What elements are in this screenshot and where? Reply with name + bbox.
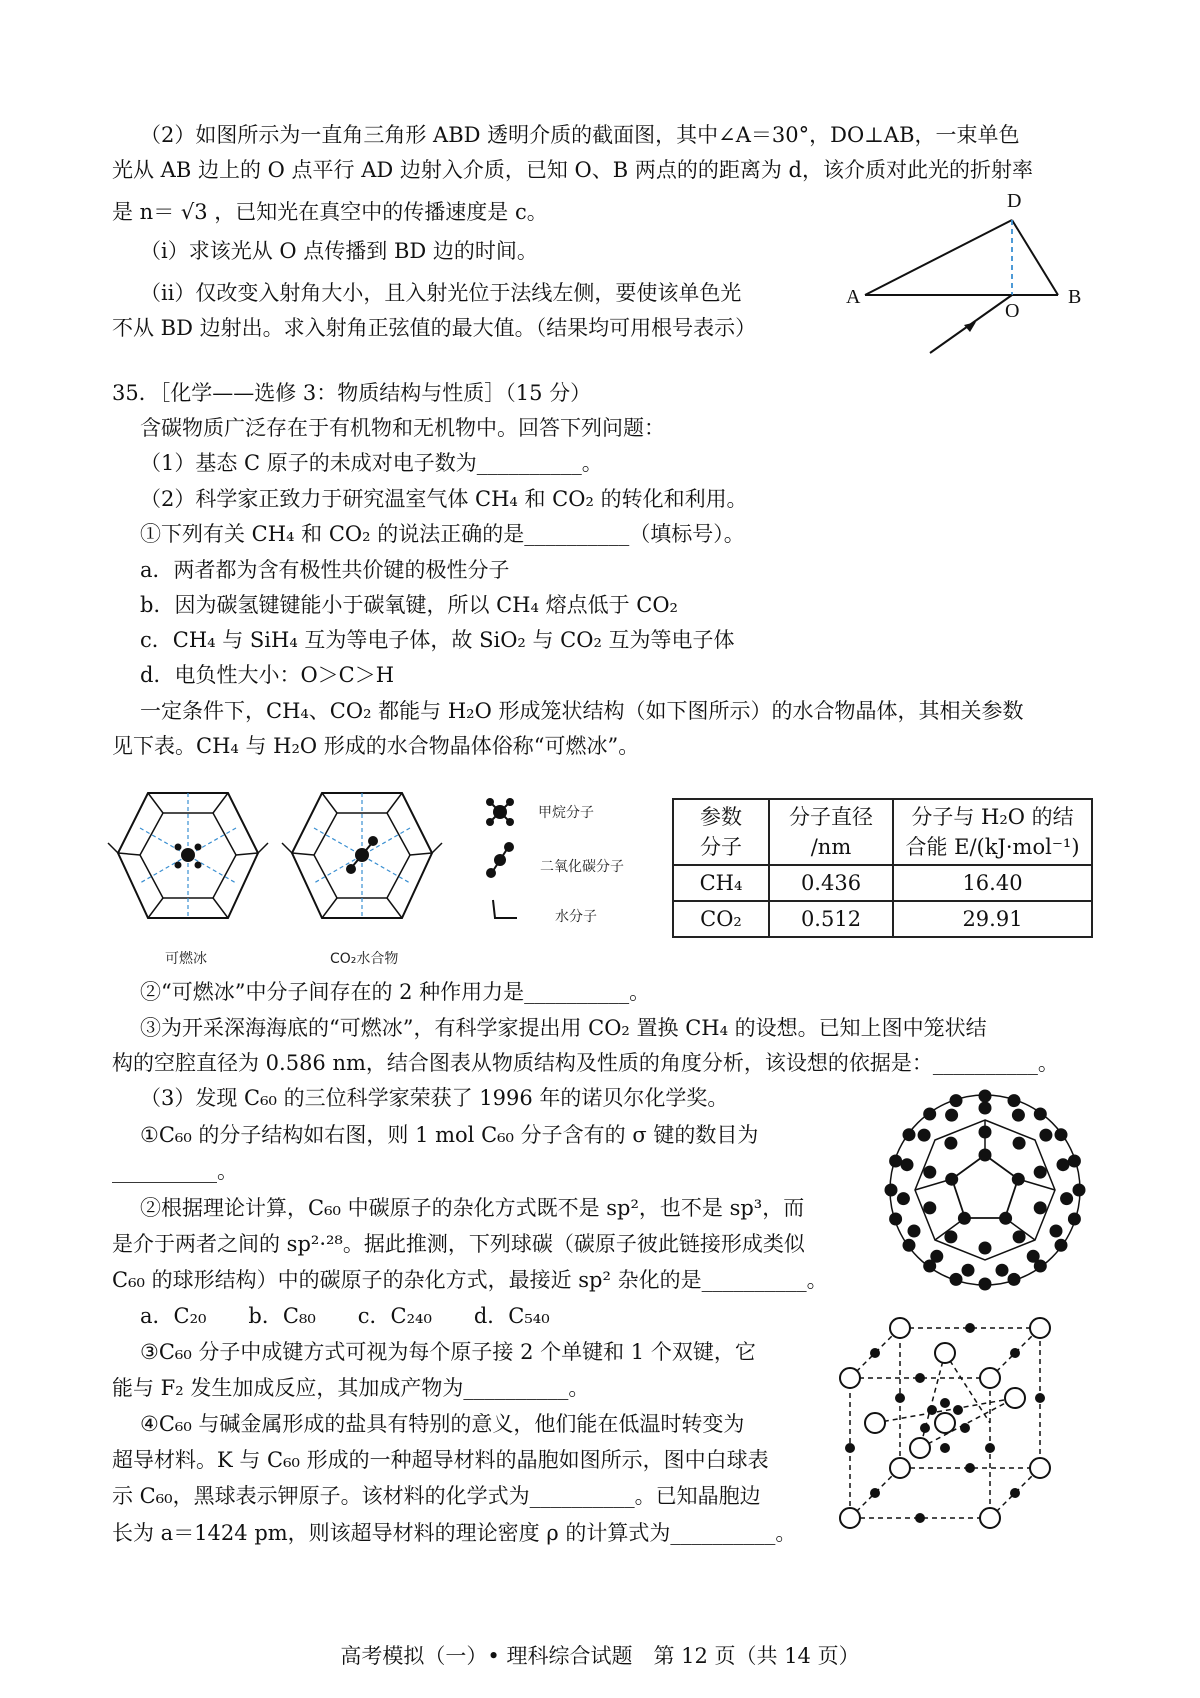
c60-ball xyxy=(910,1438,930,1458)
co2-hydrate-label: CO₂水合物 xyxy=(330,951,399,967)
potassium-atom xyxy=(940,1443,950,1453)
physics-problem-line-2: 光从 AB 边上的 O 点平行 AD 边射入介质，已知 O、B 两点的的距离为 d，该介质对此光的折射率 xyxy=(112,158,1033,182)
carbon-atom xyxy=(944,1137,957,1150)
carbon-atom xyxy=(923,1108,936,1121)
k-c60-unit-cell-figure xyxy=(840,1318,1070,1538)
carbon-atom xyxy=(1012,1109,1025,1122)
chem-q3-1-line-1: ①C₆₀ 的分子结构如右图，则 1 mol C₆₀ 分子含有的 σ 键的数目为 xyxy=(140,1123,759,1147)
carbon-atom xyxy=(958,1212,971,1225)
carbon-atom xyxy=(908,1225,921,1238)
c60-ball xyxy=(865,1413,885,1433)
chem-paragraph-2: 见下表。CH₄ 与 H₂O 形成的水合物晶体俗称“可燃冰”。 xyxy=(112,734,640,758)
c60-ball xyxy=(1030,1318,1050,1338)
carbon-atom xyxy=(889,1155,902,1168)
carbon-atom xyxy=(950,1094,963,1107)
page-footer: 高考模拟（一）• 理科综合试题 第 12 页（共 14 页） xyxy=(340,1644,860,1668)
carbon-atom xyxy=(923,1260,936,1273)
carbon-atom xyxy=(996,1264,1009,1277)
chem-section-title: 35．［化学——选修 3：物质结构与性质］（15 分） xyxy=(112,381,592,405)
carbon-atom xyxy=(944,1230,957,1243)
chem-q3-4-line-4: 长为 a＝1424 pm，则该超导材料的理论密度 ρ 的计算式为__________。 xyxy=(112,1521,797,1545)
combustible-ice-label: 可燃冰 xyxy=(165,951,207,967)
carbon-atom xyxy=(1060,1192,1073,1205)
carbon-atom xyxy=(1039,1129,1052,1142)
chem-q3-3-line-1: ③C₆₀ 分子中成键方式可视为每个原子接 2 个单键和 1 个双键，它 xyxy=(140,1340,756,1364)
methane-molecule-icon xyxy=(483,795,517,829)
chem-q2-3-line-1: ③为开采深海海底的“可燃冰”，有科学家提出用 CO₂ 置换 CH₄ 的设想。已知上图中笼状结 xyxy=(140,1016,987,1040)
carbon-atom xyxy=(1013,1230,1026,1243)
potassium-atom xyxy=(915,1513,925,1523)
potassium-atom xyxy=(1035,1393,1045,1403)
potassium-atom xyxy=(1010,1488,1020,1498)
chem-q3-2-line-2: 是介于两者之间的 sp²·²⁸。据此推测，下列球碳（碳原子彼此链接形成类似 xyxy=(112,1232,805,1256)
carbon-atom xyxy=(1012,1173,1025,1186)
physics-problem-line-1: （2）如图所示为一直角三角形 ABD 透明介质的截面图，其中∠A＝30°，DO⊥AB，一束单色 xyxy=(140,123,1020,147)
c60-ball xyxy=(890,1458,910,1478)
c60-ball xyxy=(980,1508,1000,1528)
potassium-atom xyxy=(953,1405,963,1415)
chem-q3-2-line-3: C₆₀ 的球形结构）中的碳原子的杂化方式，最接近 sp² 杂化的是__________。 xyxy=(112,1268,828,1292)
carbon-atom xyxy=(897,1192,910,1205)
carbon-atom xyxy=(889,1213,902,1226)
carbon-atom xyxy=(979,1102,992,1115)
c60-ball xyxy=(935,1343,955,1363)
chem-q2-3-line-2: 构的空腔直径为 0.586 nm，结合图表从物质结构及性质的角度分析，该设想的依据是：__________。 xyxy=(112,1051,1059,1075)
c60-ball xyxy=(980,1368,1000,1388)
carbon-atom xyxy=(903,1128,916,1141)
carbon-atom xyxy=(1008,1094,1021,1107)
carbon-atom xyxy=(1034,1201,1047,1214)
potassium-atom xyxy=(870,1348,880,1358)
carbon-atom xyxy=(1057,1158,1070,1171)
chem-q3: （3）发现 C₆₀ 的三位科学家荣获了 1996 年的诺贝尔化学奖。 xyxy=(140,1086,729,1110)
carbon-atom xyxy=(950,1273,963,1286)
c60-molecule-figure xyxy=(880,1085,1090,1295)
chem-q3-4-line-3: 示 C₆₀，黑球表示钾原子。该材料的化学式为__________。已知晶胞边 xyxy=(112,1484,761,1508)
chem-option-a: a．两者都为含有极性共价键的极性分子 xyxy=(140,558,510,582)
carbon-atom xyxy=(1073,1184,1086,1197)
carbon-atom xyxy=(923,1201,936,1214)
chem-q3-1-line-2: __________。 xyxy=(112,1159,238,1183)
carbon-atom xyxy=(1013,1137,1026,1150)
header-diameter: 分子直径 /nm xyxy=(769,799,893,865)
potassium-atom xyxy=(870,1488,880,1498)
carbon-atom xyxy=(1008,1273,1021,1286)
chem-q2: （2）科学家正致力于研究温室气体 CH₄ 和 CO₂ 的转化和利用。 xyxy=(140,487,748,511)
c60-ball xyxy=(935,1413,955,1433)
physics-question-ii-1: （ⅱ）仅改变入射角大小，且入射光位于法线左侧，要使该单色光 xyxy=(140,281,742,305)
c60-ball xyxy=(840,1508,860,1528)
chem-q2-2: ②“可燃冰”中分子间存在的 2 种作用力是__________。 xyxy=(140,980,651,1004)
chem-intro: 含碳物质广泛存在于有机物和无机物中。回答下列问题： xyxy=(140,416,665,440)
potassium-atom xyxy=(965,1323,975,1333)
table-row: CO₂ 0.512 29.91 xyxy=(673,901,1092,937)
carbon-atom xyxy=(979,1149,992,1162)
carbon-atom xyxy=(901,1158,914,1171)
potassium-atom xyxy=(895,1393,905,1403)
carbon-atom xyxy=(923,1166,936,1179)
label-a: A xyxy=(846,286,861,308)
potassium-atom xyxy=(845,1443,855,1453)
carbon-atom xyxy=(1034,1260,1047,1273)
c60-ball xyxy=(840,1368,860,1388)
chem-option-d: d．电负性大小：O＞C＞H xyxy=(140,663,395,687)
carbon-atom xyxy=(1055,1239,1068,1252)
c60-ball xyxy=(1030,1458,1050,1478)
potassium-atom xyxy=(985,1443,995,1453)
water-molecule-icon xyxy=(490,898,520,922)
carbon-atom xyxy=(1068,1213,1081,1226)
carbon-atom xyxy=(945,1173,958,1186)
carbon-atom xyxy=(979,1090,992,1103)
carbon-atom xyxy=(1055,1128,1068,1141)
chem-q2-1: ①下列有关 CH₄ 和 CO₂ 的说法正确的是__________（填标号）。 xyxy=(140,522,745,546)
carbon-atom xyxy=(979,1278,992,1291)
label-d: D xyxy=(1007,190,1022,212)
chem-q1: （1）基态 C 原子的未成对电子数为__________。 xyxy=(140,451,603,475)
c60-ball xyxy=(890,1318,910,1338)
carbon-atom xyxy=(1034,1166,1047,1179)
carbon-atom xyxy=(1034,1108,1047,1121)
chem-option-c: c．CH₄ 与 SiH₄ 互为等电子体，故 SiO₂ 与 CO₂ 互为等电子体 xyxy=(140,628,735,652)
header-energy: 分子与 H₂O 的结 合能 E/(kJ·mol⁻¹) xyxy=(893,799,1092,865)
chem-q3-4-line-1: ④C₆₀ 与碱金属形成的盐具有特别的意义，他们能在低温时转变为 xyxy=(140,1412,745,1436)
chem-q3-2-line-1: ②根据理论计算，C₆₀ 中碳原子的杂化方式既不是 sp²，也不是 sp³，而 xyxy=(140,1196,805,1220)
label-o: O xyxy=(1005,300,1020,322)
potassium-atom xyxy=(915,1373,925,1383)
c60-ball xyxy=(1005,1388,1025,1408)
legend-co2: 二氧化碳分子 xyxy=(540,859,624,875)
carbon-atom xyxy=(1068,1155,1081,1168)
chem-q3-4-line-2: 超导材料。K 与 C₆₀ 形成的一种超导材料的晶胞如图所示，图中白球表 xyxy=(112,1448,769,1472)
co2-molecule-icon xyxy=(483,840,517,880)
potassium-atom xyxy=(1010,1348,1020,1358)
legend-water: 水分子 xyxy=(555,909,597,925)
chem-q3-2-options: a．C₂₀ b．C₈₀ c．C₂₄₀ d．C₅₄₀ xyxy=(140,1304,550,1328)
potassium-atom xyxy=(920,1423,930,1433)
parameter-table xyxy=(672,798,1093,938)
legend-methane: 甲烷分子 xyxy=(538,805,594,821)
chem-q3-3-line-2: 能与 F₂ 发生加成反应，其加成产物为__________。 xyxy=(112,1376,590,1400)
carbon-atom xyxy=(918,1129,931,1142)
potassium-atom xyxy=(960,1423,970,1433)
chem-paragraph-1: 一定条件下，CH₄、CO₂ 都能与 H₂O 形成笼状结构（如下图所示）的水合物晶体，其相关参数 xyxy=(140,699,1024,723)
physics-question-ii-2: 不从 BD 边射出。求入射角正弦值的最大值。（结果均可用根号表示） xyxy=(112,316,757,340)
potassium-atom xyxy=(940,1398,950,1408)
carbon-atom xyxy=(1050,1225,1063,1238)
physics-problem-line-3: 是 n＝ √3 ，已知光在真空中的传播速度是 c。 xyxy=(112,200,548,224)
carbon-atom xyxy=(979,1126,992,1139)
carbon-atom xyxy=(999,1212,1012,1225)
carbon-atom xyxy=(903,1239,916,1252)
label-b: B xyxy=(1068,286,1082,308)
potassium-atom xyxy=(965,1463,975,1473)
table-row: CH₄ 0.436 16.40 xyxy=(673,865,1092,901)
physics-question-i: （ⅰ）求该光从 O 点传播到 BD 边的时间。 xyxy=(140,239,538,263)
co2-hydrate-cage xyxy=(282,783,442,933)
carbon-atom xyxy=(962,1264,975,1277)
carbon-atom xyxy=(885,1184,898,1197)
triangle-figure xyxy=(840,195,1100,365)
combustible-ice-cage xyxy=(108,783,268,933)
chem-option-b: b．因为碳氢键键能小于碳氧键，所以 CH₄ 熔点低于 CO₂ xyxy=(140,593,678,617)
header-param: 参数 分子 xyxy=(673,799,769,865)
carbon-atom xyxy=(945,1109,958,1122)
carbon-atom xyxy=(979,1242,992,1255)
potassium-atom xyxy=(927,1405,937,1415)
